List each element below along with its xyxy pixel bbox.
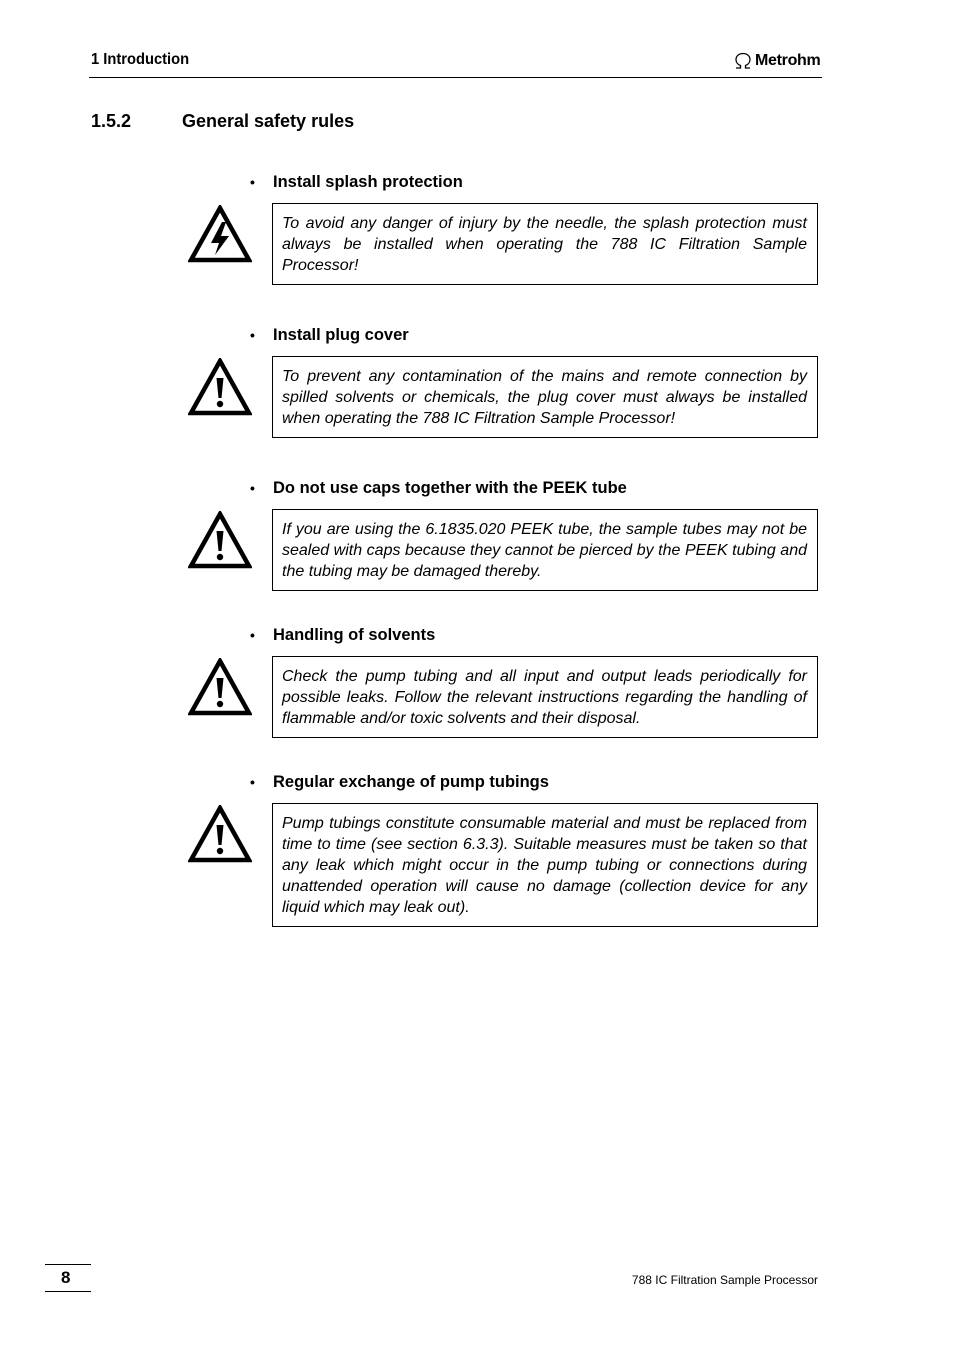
safety-rule-title: Install plug cover <box>273 326 409 344</box>
safety-note: To avoid any danger of injury by the needle, the splash protection must always be installed when operating the 788 IC Filtration Sample Processor! <box>272 203 818 285</box>
footer-document-title: 788 IC Filtration Sample Processor <box>631 1273 818 1287</box>
warning-icon <box>188 805 252 863</box>
safety-rule-title: Regular exchange of pump tubings <box>273 773 549 791</box>
metrohm-logo <box>733 52 820 70</box>
section-number: 1.5.2 <box>91 111 132 131</box>
warning-icon <box>188 658 252 716</box>
bullet: • <box>250 174 255 190</box>
safety-rule-heading <box>250 626 435 645</box>
safety-rule-title: Do not use caps together with the PEEK tube <box>273 479 627 497</box>
footer-divider <box>45 1291 91 1292</box>
safety-rule-title: Install splash protection <box>273 173 463 191</box>
logo-text: Metrohm <box>755 52 821 69</box>
safety-rule-heading <box>250 173 463 192</box>
page-number: 8 <box>61 1268 71 1287</box>
warning-icon <box>188 511 252 569</box>
safety-note: If you are using the 6.1835.020 PEEK tube, the sample tubes may not be sealed with caps because they cannot be pierced by the PEEK tubing and the tubing may be damaged thereby. <box>272 509 818 591</box>
omega-icon <box>733 52 753 70</box>
safety-rule-heading <box>250 773 549 792</box>
header-divider <box>89 77 822 78</box>
safety-rule-heading <box>250 479 627 498</box>
safety-note: Check the pump tubing and all input and output leads periodically for possible leaks. Follow the relevant instructions regarding the handling of flammable and/or toxic solvents and their disposal. <box>272 656 818 738</box>
warning-icon <box>188 358 252 416</box>
bullet: • <box>250 627 255 643</box>
bullet: • <box>250 327 255 343</box>
section-title: General safety rules <box>182 111 355 131</box>
safety-note: Pump tubings constitute consumable material and must be replaced from time to time (see section 6.3.3). Suitable measures must be taken so that any leak which might occur in the pump tubing or connections during unattended operation will cause no damage (collection device for any liquid which may leak out). <box>272 803 818 927</box>
safety-note: To prevent any contamination of the mains and remote connection by spilled solvents or chemicals, the plug cover must always be installed when operating the 788 IC Filtration Sample Processor! <box>272 356 818 438</box>
bullet: • <box>250 774 255 790</box>
safety-rule-title: Handling of solvents <box>273 626 436 644</box>
bullet: • <box>250 480 255 496</box>
safety-rule-heading <box>250 326 409 345</box>
chapter-header: 1 Introduction <box>91 51 190 68</box>
electrical-hazard-icon <box>188 205 252 263</box>
footer-divider-top <box>45 1264 91 1265</box>
